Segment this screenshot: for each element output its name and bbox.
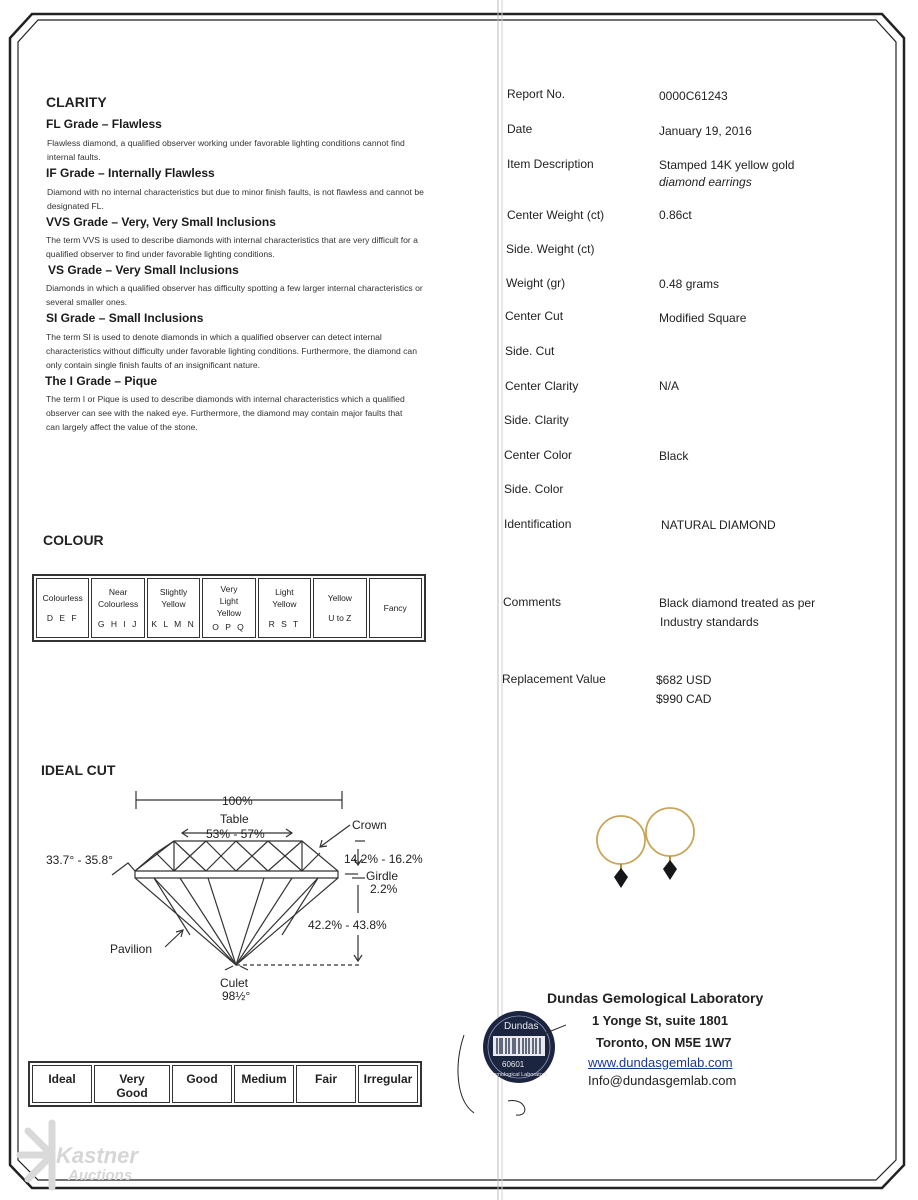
report-label: Side. Cut xyxy=(505,344,555,358)
colour-cell xyxy=(258,578,311,638)
seal-code: 60601 xyxy=(502,1060,525,1069)
report-label: Side. Clarity xyxy=(504,413,569,427)
earrings-photo xyxy=(588,798,708,898)
ideal-cut-heading: IDEAL CUT xyxy=(41,762,116,778)
grade-title-vs: VS Grade – Very Small Inclusions xyxy=(48,263,239,277)
report-label: Weight (gr) xyxy=(506,276,566,290)
cut-grade-cell: Good xyxy=(172,1065,232,1103)
dim-crown-angle: 33.7° - 35.8° xyxy=(46,853,113,867)
report-label: Side. Weight (ct) xyxy=(506,242,595,256)
dim-pavilion-depth: 42.2% - 43.8% xyxy=(308,918,387,932)
grade-title-si: SI Grade – Small Inclusions xyxy=(46,311,204,325)
dim-culet-angle: 98½° xyxy=(222,989,251,1003)
grade-title-if: IF Grade – Internally Flawless xyxy=(46,166,215,180)
cut-grade-cell: Very Good xyxy=(94,1065,170,1103)
report-value: January 19, 2016 xyxy=(659,124,752,138)
dim-girdle-value: 2.2% xyxy=(370,882,398,896)
report-label: Comments xyxy=(503,595,562,609)
lab-name: Dundas Gemological Laboratory xyxy=(547,990,764,1006)
report-value: Black diamond treated as per xyxy=(659,596,816,610)
cut-grade-table xyxy=(28,1061,422,1107)
report-value: NATURAL DIAMOND xyxy=(661,518,776,532)
colour-cell-label: Fancy xyxy=(383,603,407,613)
watermark-line2: Auctions xyxy=(68,1167,133,1184)
colour-cell-label: Near Colourless xyxy=(98,587,139,609)
watermark-line1: Kastner xyxy=(56,1143,138,1168)
colour-cell-grades: U to Z xyxy=(328,613,352,623)
dim-table-range: 53% - 57% xyxy=(206,827,265,841)
grade-desc-si: The term SI is used to denote diamonds in which a qualified observer can detect internal characteristics without difficulty under favorable lighting conditions. Furthermore, the diamond can only contain single finish faults of an insignificant nature. xyxy=(46,332,417,370)
colour-heading: COLOUR xyxy=(43,532,104,548)
grade-desc-fl: Flawless diamond, a qualified observer working under favorable lighting conditions cannot find internal faults. xyxy=(47,138,405,162)
seal-bottom-text: Gemological Laboratory xyxy=(489,1072,548,1078)
colour-cell-grades: R S T xyxy=(268,619,301,629)
dim-width-label: 100% xyxy=(222,794,253,808)
grade-title-vvs: VVS Grade – Very, Very Small Inclusions xyxy=(46,215,276,229)
colour-cell-label: Yellow xyxy=(327,593,352,603)
cut-grade-cell: Irregular xyxy=(358,1065,418,1103)
grade-desc-vvs: The term VVS is used to describe diamonds with internal characteristics that are very difficult for a qualified observer to find under favorable lighting conditions. xyxy=(46,235,418,259)
lab-seal-stamp xyxy=(446,1005,566,1125)
report-label: Center Cut xyxy=(505,309,564,323)
report-value-line2: Industry standards xyxy=(660,615,759,629)
report-value: Stamped 14K yellow gold xyxy=(659,158,795,172)
dim-crown-label: Crown xyxy=(352,818,387,832)
report-label: Date xyxy=(507,122,533,136)
grade-title-fl: FL Grade – Flawless xyxy=(46,117,162,131)
cut-grade-cell: Fair xyxy=(296,1065,356,1103)
report-label: Report No. xyxy=(507,87,566,101)
colour-cell xyxy=(313,578,366,638)
report-label: Identification xyxy=(504,517,572,531)
report-label: Side. Color xyxy=(504,482,564,496)
report-value: 0000C61243 xyxy=(659,89,728,103)
report-value: Modified Square xyxy=(659,311,747,325)
cut-grade-cell: Medium xyxy=(234,1065,294,1103)
lab-address-line2: Toronto, ON M5E 1W7 xyxy=(596,1035,732,1050)
colour-cell-grades: G H I J xyxy=(97,619,139,629)
grade-title-i: The I Grade – Pique xyxy=(45,374,158,388)
colour-cell-label: Slightly Yellow xyxy=(159,587,188,609)
diamond-proportions-diagram xyxy=(40,785,460,1010)
report-label: Center Weight (ct) xyxy=(507,208,605,222)
colour-cell-label: Light Yellow xyxy=(272,587,297,609)
colour-cell-label: Very Light Yellow xyxy=(216,584,242,618)
lab-website-link[interactable]: www.dundasgemlab.com xyxy=(588,1055,733,1070)
dim-girdle-label: Girdle xyxy=(366,869,399,883)
colour-cell-grades: O P Q xyxy=(212,622,246,632)
colour-cell xyxy=(147,578,200,638)
seal-top-text: Dundas xyxy=(504,1021,539,1032)
grade-desc-vs: Diamonds in which a qualified observer has difficulty spotting a few larger internal characteristics or several smaller ones. xyxy=(46,283,423,307)
colour-cell-grades: D E F xyxy=(46,613,79,623)
cut-grade-cell: Ideal xyxy=(32,1065,92,1103)
colour-cell-label: Colourless xyxy=(42,593,83,603)
report-value: 0.48 grams xyxy=(659,277,720,291)
colour-cell xyxy=(91,578,144,638)
lab-email: Info@dundasgemlab.com xyxy=(588,1073,737,1088)
colour-cell-grades: K L M N xyxy=(151,619,196,629)
clarity-heading: CLARITY xyxy=(46,94,107,110)
report-value-line2: diamond earrings xyxy=(659,175,752,189)
colour-cell xyxy=(369,578,422,638)
colour-cell xyxy=(202,578,255,638)
dim-culet-label: Culet xyxy=(220,976,249,990)
report-label: Center Clarity xyxy=(505,379,579,393)
report-label: Item Description xyxy=(507,157,594,171)
lab-address-line1: 1 Yonge St, suite 1801 xyxy=(592,1013,729,1028)
colour-cell xyxy=(36,578,89,638)
report-value: $682 USD xyxy=(656,673,712,687)
report-label: Replacement Value xyxy=(502,672,606,686)
dim-table-label: Table xyxy=(220,812,249,826)
report-value: N/A xyxy=(659,379,680,393)
grade-desc-i: The term I or Pique is used to describe diamonds with internal characteristics which a qualified observer can see with the naked eye. Furthermore, the diamond may contain major faults that can largely affect the value of the stone. xyxy=(46,394,405,432)
dim-crown-height: 14.2% - 16.2% xyxy=(344,852,423,866)
report-value-line2: $990 CAD xyxy=(656,692,712,706)
auction-watermark xyxy=(12,1115,147,1195)
dim-pavilion-label: Pavilion xyxy=(110,942,153,956)
report-value: Black xyxy=(659,449,689,463)
colour-scale-table xyxy=(32,574,426,642)
report-value: 0.86ct xyxy=(659,208,692,222)
grade-desc-if: Diamond with no internal characteristics but due to minor finish faults, is not flawless and cannot be designated FL. xyxy=(47,187,424,211)
report-label: Center Color xyxy=(504,448,573,462)
